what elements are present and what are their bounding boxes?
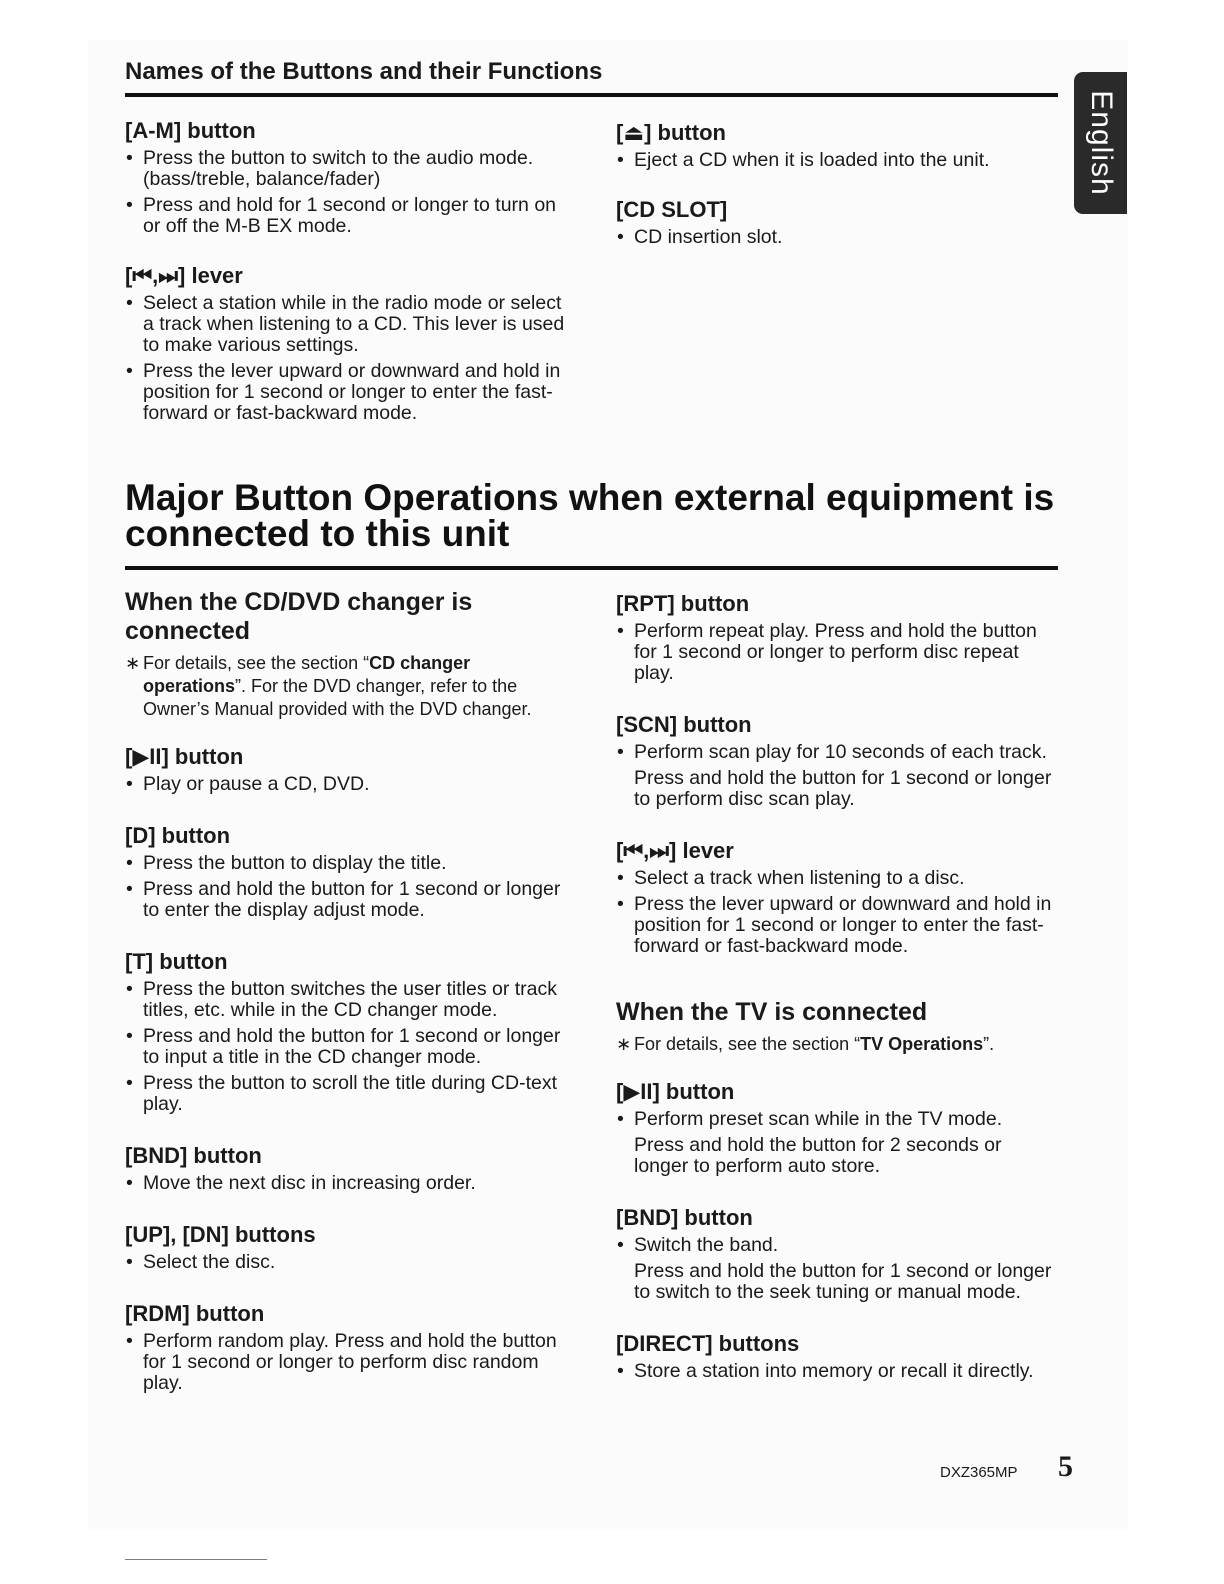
continuation-text: Press and hold the button for 1 second or longer to switch to the seek tuning or manual mode. xyxy=(634,1260,1052,1303)
section-title: Names of the Buttons and their Functions xyxy=(125,58,603,85)
footer-line xyxy=(125,1559,267,1560)
major-rule xyxy=(125,566,1058,570)
bullet-list xyxy=(616,621,1061,684)
continuation-text: Press and hold the button for 2 seconds or longer to perform auto store. xyxy=(634,1134,1002,1177)
entry-title: [A-M] button xyxy=(125,118,256,143)
entry-title: [SCN] button xyxy=(616,712,752,737)
list-item: • Press the lever upward or downward and hold in position for 1 second or longer to enter the fast-forward or fast-backward mode. xyxy=(616,894,1061,957)
model-number: DXZ365MP xyxy=(940,1464,1018,1481)
tv-heading: When the TV is connected xyxy=(616,998,928,1026)
bullet-list xyxy=(125,774,570,795)
entry-title: [RPT] button xyxy=(616,591,750,616)
entry-title: [⏮,⏭] lever xyxy=(616,838,734,863)
bullet-list xyxy=(616,150,1061,171)
cd-changer-note xyxy=(125,652,570,721)
d-button-entry xyxy=(125,822,570,921)
names-right-column xyxy=(616,119,1061,253)
list-item: • Store a station into memory or recall it directly. xyxy=(616,1361,1061,1382)
list-item: • Press and hold for 1 second or longer to turn on or off the M-B EX mode. xyxy=(125,195,570,237)
bullet-list xyxy=(125,1331,570,1394)
list-item: • Select a station while in the radio mode or select a track when listening to a CD. This lever is used to make various settings. xyxy=(125,293,570,356)
entry-title: [BND] button xyxy=(125,1143,262,1168)
note-text: For details, see the section “ xyxy=(143,653,370,673)
tv-note xyxy=(616,1033,1061,1056)
list-item: • Press and hold the button for 1 second or longer to enter the display adjust mode. xyxy=(125,879,570,921)
entry-title: [▶II] button xyxy=(616,1079,735,1104)
bnd-button-entry xyxy=(125,1142,570,1194)
eject-button-entry xyxy=(616,119,1061,171)
entry-title: [BND] button xyxy=(616,1205,753,1230)
list-item: • Play or pause a CD, DVD. xyxy=(125,774,570,795)
section-rule xyxy=(125,93,1058,97)
bullet-list xyxy=(616,868,1061,957)
list-item: • Perform preset scan while in the TV mode. xyxy=(616,1109,1061,1130)
entry-title: [RDM] button xyxy=(125,1301,265,1326)
entry-title: [CD SLOT] xyxy=(616,197,728,222)
entry-title: [UP], [DN] buttons xyxy=(125,1222,316,1247)
scn-button-entry xyxy=(616,711,1061,810)
list-item: • Press the button to display the title. xyxy=(125,853,570,874)
bullet-list xyxy=(616,227,1061,248)
up-dn-buttons-entry xyxy=(125,1221,570,1273)
bullet-list xyxy=(125,148,570,237)
entry-title: [⏏] button xyxy=(616,120,726,145)
entry-title: [▶II] button xyxy=(125,744,244,769)
rpt-button-entry xyxy=(616,590,1061,684)
note-text: For details, see the section “ xyxy=(634,1034,861,1054)
lever-entry xyxy=(616,837,1061,957)
page-number: 5 xyxy=(1058,1450,1073,1483)
list-item: • Press the button to scroll the title during CD-text play. xyxy=(125,1073,570,1115)
entry-title: [DIRECT] buttons xyxy=(616,1331,800,1356)
major-title: Major Button Operations when external equipment is connected to this unit xyxy=(125,477,1055,554)
list-item: • Switch the band. xyxy=(616,1235,1061,1256)
direct-buttons-entry xyxy=(616,1330,1061,1382)
note-text: ”. For the DVD changer, refer to the Owner’s Manual provided with the DVD changer. xyxy=(143,676,532,719)
rdm-button-entry xyxy=(125,1300,570,1394)
list-item: • CD insertion slot. xyxy=(616,227,1061,248)
bullet-list xyxy=(125,1173,570,1194)
entry-title: [⏮,⏭] lever xyxy=(125,263,243,288)
bullet-list xyxy=(125,853,570,921)
continuation-text: Press and hold the button for 1 second or longer to perform disc scan play. xyxy=(634,767,1052,810)
tv-bnd-button-entry xyxy=(616,1204,1061,1303)
list-item: • Select the disc. xyxy=(125,1252,570,1273)
entry-title: [T] button xyxy=(125,949,228,974)
changer-right-column xyxy=(616,590,1061,1387)
bullet-list xyxy=(616,742,1061,763)
cd-changer-heading: When the CD/DVD changer is connected xyxy=(125,588,473,645)
names-left-column xyxy=(125,117,570,429)
language-tab xyxy=(1074,72,1127,214)
note-text: ”. xyxy=(983,1034,995,1054)
list-item: • Move the next disc in increasing order. xyxy=(125,1173,570,1194)
bullet-list xyxy=(125,293,570,424)
changer-left-column xyxy=(125,588,570,1399)
list-item: • Press and hold the button for 1 second or longer to input a title in the CD changer mode. xyxy=(125,1026,570,1068)
bullet-list xyxy=(616,1235,1061,1256)
list-item: • Perform random play. Press and hold the button for 1 second or longer to perform disc random play. xyxy=(125,1331,570,1394)
list-item: • Eject a CD when it is loaded into the unit. xyxy=(616,150,1061,171)
list-item: • Press the button switches the user titles or track titles, etc. while in the CD changer mode. xyxy=(125,979,570,1021)
note-bold: CD changer operations xyxy=(143,653,471,696)
list-item: • Press the button to switch to the audio mode. (bass/treble, balance/fader) xyxy=(125,148,570,190)
list-item: • Select a track when listening to a disc. xyxy=(616,868,1061,889)
note-bold: TV Operations xyxy=(860,1034,984,1054)
list-item: • Press the lever upward or downward and hold in position for 1 second or longer to enter the fast-forward or fast-backward mode. xyxy=(125,361,570,424)
bullet-list xyxy=(125,1252,570,1273)
play-pause-button-entry xyxy=(125,743,570,795)
bullet-list xyxy=(616,1109,1061,1130)
tv-play-button-entry xyxy=(616,1078,1061,1177)
entry-title: [D] button xyxy=(125,823,231,848)
lever-entry xyxy=(125,262,570,424)
cd-slot-entry xyxy=(616,196,1061,248)
language-tab-label: English xyxy=(1084,90,1118,196)
list-item: • Perform scan play for 10 seconds of each track. xyxy=(616,742,1061,763)
am-button-entry xyxy=(125,117,570,237)
bullet-list xyxy=(125,979,570,1115)
list-item: • Perform repeat play. Press and hold the button for 1 second or longer to perform disc repeat play. xyxy=(616,621,1061,684)
t-button-entry xyxy=(125,948,570,1115)
bullet-list xyxy=(616,1361,1061,1382)
